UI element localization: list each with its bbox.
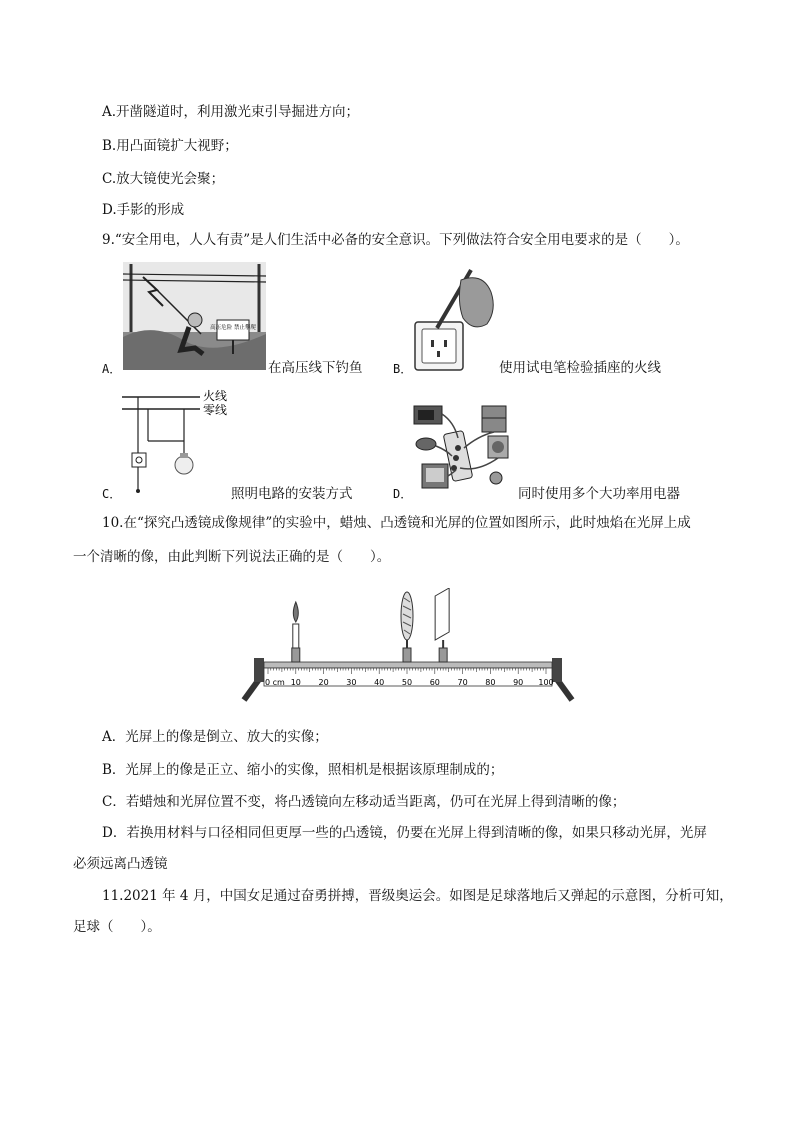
q10-option-d-line2: 必须远离凸透镜 (73, 856, 168, 872)
q9-option-b-letter: B． (393, 362, 413, 376)
question-10-stem-line1: 10.在“探究凸透镜成像规律”的实验中，蜡烛、凸透镜和光屏的位置如图所示，此时烛焰在光屏上成 (102, 515, 691, 531)
q9-option-b-caption: 使用试电笔检验插座的火线 (499, 360, 661, 376)
lighting-circuit-diagram (118, 387, 238, 497)
q10-option-d-line1: D．若换用材料与口径相同但更厚一些的凸透镜，仍要在光屏上得到清晰的像，如果只移动光屏，光屏 (102, 825, 707, 841)
q9-option-c-letter: C． (102, 487, 122, 501)
q10-option-c: C．若蜡烛和光屏位置不变，将凸透镜向左移动适当距离，仍可在光屏上得到清晰的像； (102, 794, 626, 810)
ruler-tick-label: 20 (318, 678, 329, 687)
option-a-text: A.开凿隧道时，利用激光束引导掘进方向； (102, 104, 360, 120)
optical-bench-diagram (238, 588, 578, 708)
option-c-text: C.放大镜使光会聚； (102, 171, 225, 187)
q10-option-b: B．光屏上的像是正立、缩小的实像，照相机是根据该原理制成的； (102, 762, 504, 778)
light-screen (435, 588, 449, 662)
q9-option-c-caption: 照明电路的安装方式 (231, 486, 353, 502)
neutral-wire-label: 零线 (203, 403, 228, 417)
ruler-tick-label: 80 (485, 678, 496, 687)
q9-option-a-caption: 在高压线下钓鱼 (268, 360, 363, 376)
question-11-stem-line1: 11.2021 年 4 月，中国女足通过奋勇拼搏，晋级奥运会。如图是足球落地后又弹起的示意图，分析可知， (102, 888, 733, 904)
ruler-tick-label: 50 (401, 678, 413, 687)
ruler-unit-label: 0 cm (265, 678, 285, 687)
ruler-tick-label: 40 (374, 678, 385, 687)
option-b-text: B.用凸面镜扩大视野； (102, 138, 238, 154)
q9-option-d-letter: D． (393, 487, 413, 501)
question-10-stem-line2: 一个清晰的像，由此判断下列说法正确的是（ ）。 (73, 549, 391, 565)
question-11-stem-line2: 足球（ ）。 (73, 919, 161, 935)
q9-option-d-caption: 同时使用多个大功率用电器 (518, 486, 680, 502)
live-wire-label: 火线 (203, 389, 228, 403)
ruler-tick-label: 60 (429, 678, 440, 687)
convex-lens (401, 592, 413, 662)
ruler-tick-label: 10 (290, 678, 301, 687)
test-pen-socket-image (413, 262, 508, 374)
fishing-under-power-line-image (123, 262, 266, 370)
warning-sign-text: 高压危险 禁止攀爬 (210, 325, 256, 331)
ruler-tick-label: 100 (538, 678, 554, 687)
q10-option-a: A．光屏上的像是倒立、放大的实像； (102, 729, 328, 745)
candle (292, 602, 300, 662)
multiple-appliances-image (408, 392, 518, 498)
q9-option-a-letter: A． (102, 362, 122, 376)
option-d-text: D.手影的形成 (102, 202, 185, 218)
ruler-tick-label: 90 (513, 678, 524, 687)
ruler-tick-label: 70 (457, 678, 468, 687)
ruler-tick-label: 30 (346, 678, 357, 687)
question-9-stem: 9.“安全用电，人人有责”是人们生活中必备的安全意识。下列做法符合安全用电要求的是（ ）。 (102, 232, 689, 248)
